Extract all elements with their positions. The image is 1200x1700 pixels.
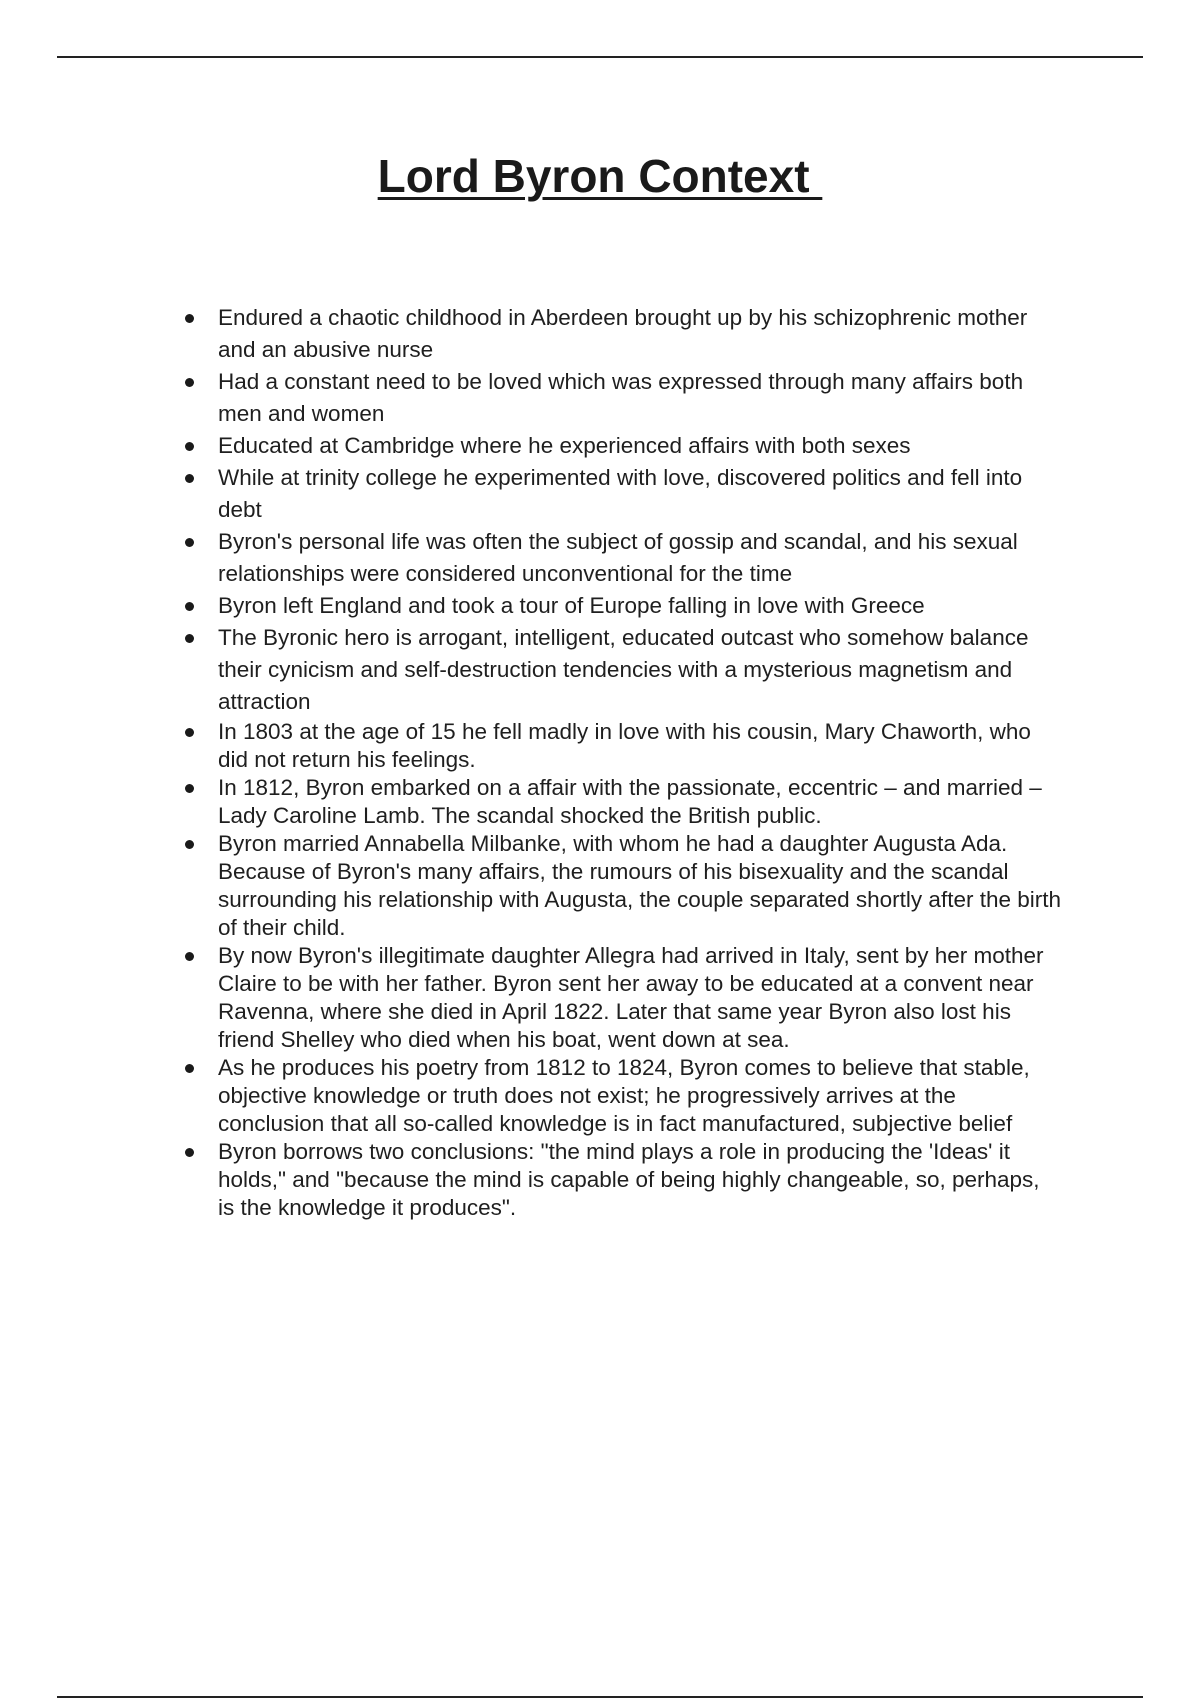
page-title-text: Lord Byron Context (377, 150, 823, 202)
bullet-item: Had a constant need to be loved which was expressed through many affairs both men and women (182, 366, 1062, 430)
bullet-item: Educated at Cambridge where he experienced affairs with both sexes (182, 430, 1062, 462)
bullet-item: Endured a chaotic childhood in Aberdeen brought up by his schizophrenic mother and an abusive nurse (182, 302, 1062, 366)
bullet-list (182, 302, 1062, 1222)
bullet-item: In 1812, Byron embarked on a affair with the passionate, eccentric – and married – Lady Caroline Lamb. The scandal shocked the British public. (182, 774, 1062, 830)
bullet-item: Byron married Annabella Milbanke, with whom he had a daughter Augusta Ada. Because of Byron's many affairs, the rumours of his bisexuality and the scandal surrounding his relationship with Augusta, the couple separated shortly after the birth of their child. (182, 830, 1062, 942)
page-title (0, 148, 1200, 204)
bullet-item: Byron's personal life was often the subject of gossip and scandal, and his sexual relationships were considered unconventional for the time (182, 526, 1062, 590)
bullet-item: Byron left England and took a tour of Europe falling in love with Greece (182, 590, 1062, 622)
top-rule (57, 56, 1143, 58)
bullet-item: As he produces his poetry from 1812 to 1824, Byron comes to believe that stable, objective knowledge or truth does not exist; he progressively arrives at the conclusion that all so-called knowledge is in fact manufactured, subjective belief (182, 1054, 1062, 1138)
bullet-item: By now Byron's illegitimate daughter Allegra had arrived in Italy, sent by her mother Claire to be with her father. Byron sent her away to be educated at a convent near Ravenna, where she died in April 1822. Later that same year Byron also lost his friend Shelley who died when his boat, went down at sea. (182, 942, 1062, 1054)
bullet-item: Byron borrows two conclusions: "the mind plays a role in producing the 'Ideas' it holds," and "because the mind is capable of being highly changeable, so, perhaps, is the knowledge it produces". (182, 1138, 1062, 1222)
bullet-item: The Byronic hero is arrogant, intelligent, educated outcast who somehow balance their cynicism and self-destruction tendencies with a mysterious magnetism and attraction (182, 622, 1062, 718)
bullet-item: While at trinity college he experimented with love, discovered politics and fell into debt (182, 462, 1062, 526)
bottom-rule (57, 1696, 1143, 1698)
bullet-item: In 1803 at the age of 15 he fell madly in love with his cousin, Mary Chaworth, who did not return his feelings. (182, 718, 1062, 774)
